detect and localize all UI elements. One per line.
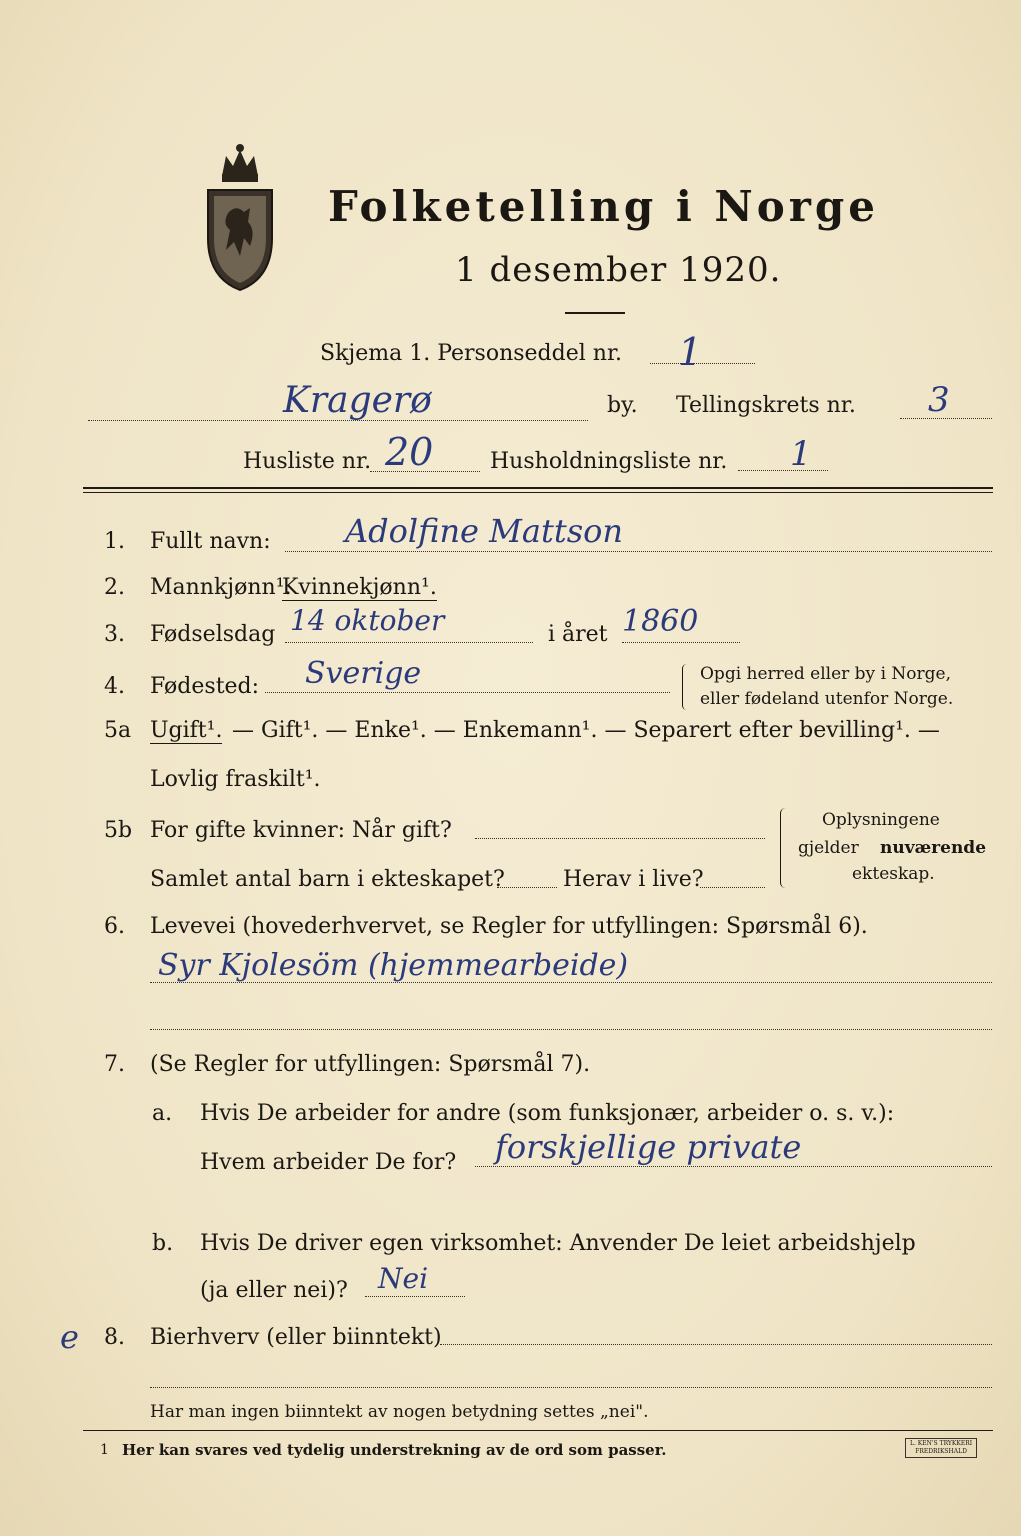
- q7a-line2: Hvem arbeider De for?: [200, 1150, 457, 1175]
- q5b-note-2b: nuværende: [880, 838, 987, 858]
- form-date: 1 desember 1920.: [455, 250, 782, 290]
- q5b-note-3: ekteskap.: [852, 864, 935, 884]
- footer-note: Har man ingen biinntekt av nogen betydning settes „nei".: [150, 1402, 649, 1422]
- printer-stamp-line1: L. KEN'S TRYKKERI: [910, 1440, 973, 1447]
- husholdning-value: 1: [790, 434, 812, 474]
- q6-occupation: Syr Kjolesöm (hjemmearbeide): [158, 948, 629, 983]
- q5b-line2a: Samlet antal barn i ekteskapet?: [150, 867, 505, 892]
- q6-number: 6.: [104, 914, 125, 939]
- city-value: Kragerø: [283, 380, 432, 421]
- q4-number: 4.: [104, 674, 125, 699]
- q5a-line2: Lovlig fraskilt¹.: [150, 767, 321, 792]
- q8-label: Bierhverv (eller biinntekt): [150, 1325, 442, 1350]
- header-rule: [83, 487, 993, 489]
- q2-kvinne-underlined: Kvinnekjønn¹.: [282, 575, 437, 600]
- q5b-line1: For gifte kvinner: Når gift?: [150, 818, 452, 843]
- q1-label: Fullt navn:: [150, 529, 271, 554]
- q7b-line1: Hvis De driver egen virksomhet: Anvender De leiet arbeidshjelp: [200, 1231, 916, 1256]
- q7a-letter: a.: [152, 1101, 173, 1126]
- q3-birthday: 14 oktober: [290, 604, 445, 637]
- q3-year-label: i året: [548, 622, 608, 647]
- q7b-line2: (ja eller nei)?: [200, 1278, 348, 1303]
- q5a-ugift-underlined: Ugift¹.: [150, 718, 223, 743]
- husliste-label: Husliste nr.: [243, 449, 372, 474]
- q5a-number: 5a: [104, 718, 132, 743]
- footnote-text: Her kan svares ved tydelig understrekning av de ord som passer.: [122, 1441, 667, 1459]
- q3-label: Fødselsdag: [150, 622, 276, 647]
- q4-note-1: Opgi herred eller by i Norge,: [700, 664, 951, 684]
- q7a-line1: Hvis De arbeider for andre (som funksjonær, arbeider o. s. v.):: [200, 1101, 895, 1126]
- q8-margin-mark: e: [60, 1318, 79, 1356]
- q1-full-name: Adolfine Mattson: [345, 512, 624, 550]
- form-title: Folketelling i Norge: [328, 182, 880, 231]
- printer-stamp-line2: FREDRIKSHALD: [915, 1448, 967, 1455]
- q3-year: 1860: [622, 604, 699, 639]
- q3-number: 3.: [104, 622, 125, 647]
- q4-label: Fødested:: [150, 674, 260, 699]
- q2-mann: Mannkjønn¹.: [150, 575, 292, 600]
- q7b-answer: Nei: [378, 1262, 429, 1295]
- q4-birthplace: Sverige: [305, 656, 422, 691]
- q5b-line2b: Herav i live?: [563, 867, 704, 892]
- tellingskrets-value: 3: [928, 380, 950, 420]
- q2-number: 2.: [104, 575, 125, 600]
- title-divider: [565, 312, 625, 314]
- tellingskrets-label: Tellingskrets nr.: [676, 393, 856, 418]
- q5b-number: 5b: [104, 818, 133, 843]
- husholdning-label: Husholdningsliste nr.: [490, 449, 728, 474]
- coat-of-arms-icon: [200, 138, 280, 296]
- q6-label: Levevei (hovederhvervet, se Regler for utfyllingen: Spørsmål 6).: [150, 914, 868, 939]
- q7-number: 7.: [104, 1052, 125, 1077]
- q5a-options: — Gift¹. — Enke¹. — Enkemann¹. — Separert efter bevilling¹. —: [232, 718, 940, 743]
- skjema-label: Skjema 1. Personseddel nr.: [320, 341, 623, 366]
- printer-stamp: [905, 1438, 977, 1458]
- q7b-letter: b.: [152, 1231, 174, 1256]
- footer-rule: [83, 1430, 993, 1431]
- husliste-value: 20: [385, 430, 434, 474]
- q1-number: 1.: [104, 529, 125, 554]
- footnote-number: 1: [100, 1442, 109, 1458]
- q5b-note-1: Oplysningene: [822, 810, 940, 830]
- skjema-value: 1: [678, 330, 703, 374]
- q8-number: 8.: [104, 1325, 125, 1350]
- q5b-note-2a: gjelder: [798, 838, 859, 858]
- by-label: by.: [607, 393, 638, 418]
- q7a-employer: forskjellige private: [495, 1128, 802, 1166]
- q4-note-2: eller fødeland utenfor Norge.: [700, 689, 954, 709]
- q7-label: (Se Regler for utfyllingen: Spørsmål 7).: [150, 1052, 591, 1077]
